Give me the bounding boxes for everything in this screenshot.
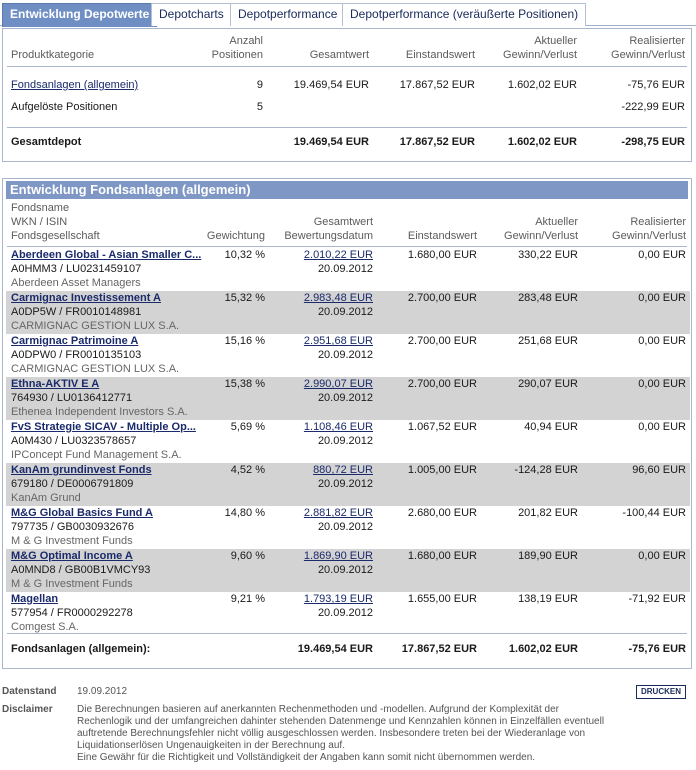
fund-company: M & G Investment Funds <box>11 578 133 590</box>
fund-weight: 10,32 % <box>224 249 265 261</box>
fund-name-link[interactable]: M&G Optimal Income A <box>11 550 133 562</box>
fund-cost: 1.680,00 EUR <box>407 550 477 562</box>
fund-date: 20.09.2012 <box>317 521 373 533</box>
fund-date: 20.09.2012 <box>317 478 373 490</box>
funds-panel-title: Entwicklung Fondsanlagen (allgemein) <box>6 181 688 199</box>
fund-cost: 1.655,00 EUR <box>407 593 477 605</box>
summary-count: 5 <box>256 101 263 113</box>
table-row <box>6 291 690 334</box>
fund-company: M & G Investment Funds <box>11 535 133 547</box>
header-fondsname: Fondsname <box>11 202 70 214</box>
disclaimer-label: Disclaimer <box>2 704 53 715</box>
fund-company: Ethenea Independent Investors S.A. <box>11 406 188 418</box>
fund-weight: 15,38 % <box>224 378 265 390</box>
fund-wkn-isin: A0HMM3 / LU0231459107 <box>11 263 142 275</box>
total-einstandswert: 17.867,52 EUR <box>399 136 475 148</box>
fund-gain: 290,07 EUR <box>518 378 578 390</box>
fund-wkn-isin: 577954 / FR0000292278 <box>11 607 133 619</box>
fund-gain: 201,82 EUR <box>518 507 578 519</box>
fund-value-link[interactable]: 1.793,19 EUR <box>303 593 373 605</box>
header-aktueller-gv: Gewinn/Verlust <box>504 230 578 242</box>
fund-weight: 9,21 % <box>230 593 265 605</box>
divider <box>7 127 687 128</box>
fund-realized: -71,92 EUR <box>628 593 686 605</box>
table-row <box>6 420 690 463</box>
fund-gain: 40,94 EUR <box>524 421 578 433</box>
print-button[interactable]: DRUCKEN <box>636 685 686 699</box>
fund-value-link[interactable]: 1.869,90 EUR <box>303 550 373 562</box>
fund-name-link[interactable]: Ethna-AKTIV E A <box>11 378 100 390</box>
fund-value-link[interactable]: 1.108,46 EUR <box>303 421 373 433</box>
fund-company: Comgest S.A. <box>11 621 79 633</box>
tab-entwicklung-depotwerte[interactable]: Entwicklung Depotwerte <box>2 3 157 27</box>
fund-value-link[interactable]: 2.881,82 EUR <box>303 507 373 519</box>
divider <box>7 246 687 247</box>
header-gewichtung: Gewichtung <box>206 230 265 242</box>
fund-cost: 2.680,00 EUR <box>407 507 477 519</box>
divider <box>7 633 687 634</box>
summary-aktuell: 1.602,02 EUR <box>507 79 577 91</box>
fund-weight: 15,32 % <box>224 292 265 304</box>
fund-date: 20.09.2012 <box>317 435 373 447</box>
summary-link-fondsanlagen[interactable]: Fondsanlagen (allgemein) <box>11 79 139 91</box>
fund-realized: -100,44 EUR <box>622 507 686 519</box>
summary-aufgeloeste-label: Aufgelöste Positionen <box>11 101 118 113</box>
summary-panel <box>2 28 692 162</box>
tab-bar <box>0 0 696 26</box>
fund-cost: 1.067,52 EUR <box>407 421 477 433</box>
total-label: Gesamtdepot <box>11 136 82 148</box>
fund-cost: 1.680,00 EUR <box>407 249 477 261</box>
funds-total-label: Fondsanlagen (allgemein): <box>11 643 151 655</box>
table-row <box>6 463 690 506</box>
disclaimer-line: Liquidationserlösen Ungenauigkeiten in der Berechnung auf. <box>77 740 345 751</box>
summary-einstandswert: 17.867,52 EUR <box>399 79 475 91</box>
total-realisiert: -298,75 EUR <box>621 136 685 148</box>
tab-depotcharts[interactable]: Depotcharts <box>151 3 232 26</box>
summary-realisiert: -75,76 EUR <box>627 79 685 91</box>
fund-value-link[interactable]: 880,72 EUR <box>313 464 373 476</box>
fund-gain: 251,68 EUR <box>518 335 578 347</box>
fund-name-link[interactable]: Carmignac Investissement A <box>11 292 161 304</box>
divider <box>7 66 687 67</box>
header-realisierter-gv: Gewinn/Verlust <box>612 230 686 242</box>
fund-cost: 1.005,00 EUR <box>407 464 477 476</box>
tab-depotperformance-veraeusserte[interactable]: Depotperformance (veräußerte Positionen) <box>342 3 586 26</box>
fund-realized: 0,00 EUR <box>638 335 686 347</box>
fund-weight: 4,52 % <box>230 464 265 476</box>
fund-realized: 0,00 EUR <box>638 249 686 261</box>
fund-name-link[interactable]: Carmignac Patrimoine A <box>11 335 139 347</box>
fund-name-link[interactable]: Magellan <box>11 593 59 605</box>
header-realisierter: Realisierter <box>630 216 686 228</box>
fund-wkn-isin: A0DPW0 / FR0010135103 <box>11 349 142 361</box>
fund-value-link[interactable]: 2.990,07 EUR <box>303 378 373 390</box>
fund-weight: 5,69 % <box>230 421 265 433</box>
fund-date: 20.09.2012 <box>317 392 373 404</box>
fund-wkn-isin: 679180 / DE0006791809 <box>11 478 134 490</box>
fund-date: 20.09.2012 <box>317 263 373 275</box>
fund-realized: 0,00 EUR <box>638 421 686 433</box>
header-wkn-isin: WKN / ISIN <box>11 216 68 228</box>
header-bewertungsdatum: Bewertungsdatum <box>284 230 373 242</box>
header-gesamtwert: Gesamtwert <box>309 49 369 61</box>
fund-name-link[interactable]: M&G Global Basics Fund A <box>11 507 153 519</box>
disclaimer-text <box>77 704 637 764</box>
fund-realized: 0,00 EUR <box>638 550 686 562</box>
fund-weight: 9,60 % <box>230 550 265 562</box>
summary-count: 9 <box>256 79 263 91</box>
fund-wkn-isin: 797735 / GB0030932676 <box>11 521 134 533</box>
header-anzahl: Anzahl <box>229 35 263 47</box>
fund-gain: 330,22 EUR <box>518 249 578 261</box>
fund-cost: 2.700,00 EUR <box>407 378 477 390</box>
fund-date: 20.09.2012 <box>317 607 373 619</box>
funds-total-cost: 17.867,52 EUR <box>401 643 477 655</box>
header-produktkategorie: Produktkategorie <box>11 49 95 61</box>
fund-value-link[interactable]: 2.983,48 EUR <box>303 292 373 304</box>
fund-wkn-isin: A0MND8 / GB00B1VMCY93 <box>11 564 151 576</box>
header-fondsgesellschaft: Fondsgesellschaft <box>11 230 100 242</box>
fund-value-link[interactable]: 2.951,68 EUR <box>303 335 373 347</box>
header-gesamtwert: Gesamtwert <box>313 216 373 228</box>
header-aktueller: Aktueller <box>535 216 578 228</box>
fund-cost: 2.700,00 EUR <box>407 335 477 347</box>
fund-realized: 96,60 EUR <box>632 464 686 476</box>
header-einstandswert: Einstandswert <box>407 230 477 242</box>
total-gesamtwert: 19.469,54 EUR <box>293 136 369 148</box>
datenstand-label: Datenstand <box>2 686 57 697</box>
table-row <box>6 506 690 549</box>
header-einstandswert: Einstandswert <box>405 49 475 61</box>
fund-value-link[interactable]: 2.010,22 EUR <box>303 249 373 261</box>
tab-depotperformance[interactable]: Depotperformance <box>230 3 345 26</box>
header-realisierter: Realisierter <box>629 35 685 47</box>
funds-total-value: 19.469,54 EUR <box>297 643 373 655</box>
fund-weight: 14,80 % <box>224 507 265 519</box>
fund-company: Aberdeen Asset Managers <box>11 277 141 289</box>
fund-company: CARMIGNAC GESTION LUX S.A. <box>11 363 180 375</box>
funds-total-gain: 1.602,02 EUR <box>508 643 578 655</box>
fund-company: IPConcept Fund Management S.A. <box>11 449 182 461</box>
datenstand-value: 19.09.2012 <box>77 686 128 697</box>
fund-realized: 0,00 EUR <box>638 378 686 390</box>
fund-name-link[interactable]: FvS Strategie SICAV - Multiple Op... <box>11 421 196 433</box>
disclaimer-line: auftretende Berechnungsfehler nicht völlig ausgeschlossen werden. Insbesondere treten bei der Wiederanlage von <box>77 728 586 739</box>
disclaimer-line: Rechenlogik und der umfangreichen dahinter stehenden Datenmenge und Kennzahlen können in Einzelfällen eventuell <box>77 716 605 727</box>
disclaimer-line: Die Berechnungen basieren auf anerkannten Rechenmethoden und -modellen. Aufgrund der Komplexität der <box>77 704 559 715</box>
summary-realisiert: -222,99 EUR <box>621 101 685 113</box>
fund-date: 20.09.2012 <box>317 564 373 576</box>
disclaimer-line: Eine Gewähr für die Richtigkeit und Vollständigkeit der Angaben kann somit nicht übernommen werden. <box>77 752 536 763</box>
fund-gain: -124,28 EUR <box>514 464 578 476</box>
table-row <box>6 592 690 635</box>
header-aktueller-gv: Gewinn/Verlust <box>503 49 577 61</box>
fund-date: 20.09.2012 <box>317 349 373 361</box>
fund-gain: 189,90 EUR <box>518 550 578 562</box>
funds-total-realized: -75,76 EUR <box>628 643 686 655</box>
fund-gain: 138,19 EUR <box>518 593 578 605</box>
fund-company: KanAm Grund <box>11 492 81 504</box>
header-positionen: Positionen <box>211 49 263 61</box>
fund-wkn-isin: 764930 / LU0136412771 <box>11 392 133 404</box>
fund-wkn-isin: A0M430 / LU0323578657 <box>11 435 137 447</box>
table-row <box>6 334 690 377</box>
fund-name-link[interactable]: KanAm grundinvest Fonds <box>11 464 152 476</box>
funds-panel <box>2 178 692 669</box>
table-row <box>6 377 690 420</box>
fund-date: 20.09.2012 <box>317 306 373 318</box>
fund-wkn-isin: A0DP5W / FR0010148981 <box>11 306 142 318</box>
fund-company: CARMIGNAC GESTION LUX S.A. <box>11 320 180 332</box>
fund-realized: 0,00 EUR <box>638 292 686 304</box>
header-realisierter-gv: Gewinn/Verlust <box>611 49 685 61</box>
summary-gesamtwert: 19.469,54 EUR <box>293 79 369 91</box>
fund-gain: 283,48 EUR <box>518 292 578 304</box>
fund-name-link[interactable]: Aberdeen Global - Asian Smaller C... <box>11 249 202 261</box>
total-aktuell: 1.602,02 EUR <box>507 136 577 148</box>
fund-cost: 2.700,00 EUR <box>407 292 477 304</box>
table-row <box>6 248 690 291</box>
table-row <box>6 549 690 592</box>
header-aktueller: Aktueller <box>534 35 577 47</box>
fund-weight: 15,16 % <box>224 335 265 347</box>
